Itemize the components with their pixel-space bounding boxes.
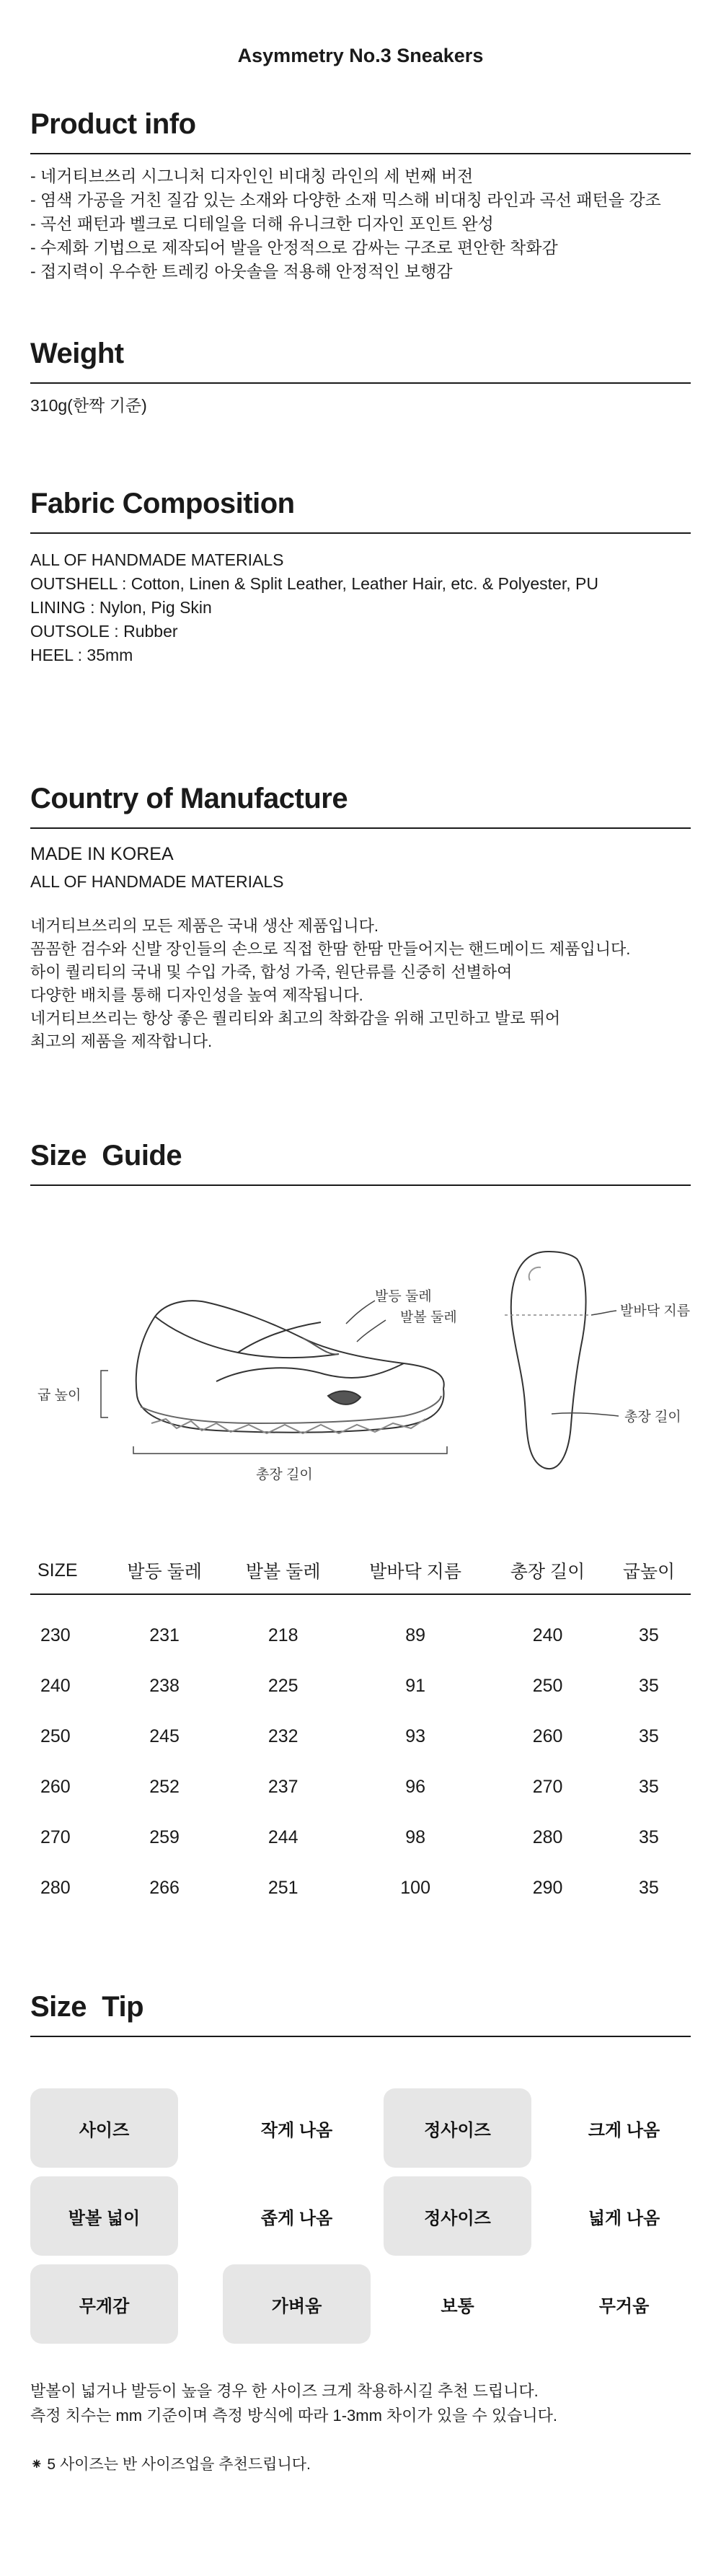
tip-row-size <box>30 2088 691 2169</box>
table-cell: 230 <box>40 1625 71 1645</box>
table-cell: 280 <box>532 1827 563 1847</box>
column-header: SIZE <box>30 1547 105 1594</box>
size-table <box>30 1547 691 1913</box>
column-header: 발볼 둘레 <box>224 1547 342 1594</box>
table-cell: 238 <box>149 1675 180 1696</box>
tip-option-large: 크게 나옴 <box>588 2120 660 2140</box>
size-tip-note: 측정 치수는 mm 기준이며 측정 방식에 따라 1-3mm 차이가 있을 수 있습니다. <box>30 2406 558 2425</box>
product-info-list <box>30 164 661 283</box>
table-cell: 270 <box>532 1776 563 1797</box>
paragraph-line: 다양한 배치를 통해 디자인성을 높여 제작됩니다. <box>30 986 363 1004</box>
product-info-line: - 곡선 패턴과 벨크로 디테일을 더해 유니크한 디자인 포인트 완성 <box>30 214 494 233</box>
table-header-row <box>30 1547 691 1594</box>
tip-row-width <box>30 2176 691 2257</box>
divider <box>30 382 691 384</box>
table-cell: 250 <box>532 1675 563 1696</box>
weight-title: Weight <box>30 338 124 369</box>
table-cell: 280 <box>40 1877 71 1898</box>
product-info-line: - 염색 가공을 거친 질감 있는 소재와 다양한 소재 믹스해 비대칭 라인과 곡선 패턴을 강조 <box>30 190 661 209</box>
divider <box>30 153 691 154</box>
tip-category-width: 발볼 넓이 <box>30 2176 178 2256</box>
table-cell: 251 <box>267 1877 298 1898</box>
tip-option-light: 가벼움 <box>223 2264 371 2344</box>
tip-option-narrow: 좁게 나옴 <box>260 2208 333 2228</box>
table-cell: 259 <box>149 1827 180 1847</box>
column-header: 굽높이 <box>607 1547 691 1594</box>
size-tip-grid <box>30 2088 691 2352</box>
tip-option-true-size: 정사이즈 <box>384 2088 531 2168</box>
table-cell: 240 <box>40 1675 71 1696</box>
paragraph-line: 최고의 제품을 제작합니다. <box>30 1032 213 1050</box>
table-cell: 89 <box>405 1625 426 1645</box>
divider <box>30 532 691 534</box>
product-info-line: - 네거티브쓰리 시그니처 디자인인 비대칭 라인의 세 번째 버전 <box>30 167 474 185</box>
divider <box>30 2036 691 2037</box>
tip-row-weight <box>30 2264 691 2345</box>
page-title: Asymmetry No.3 Sneakers <box>237 45 484 66</box>
divider <box>30 827 691 829</box>
table-row <box>30 1594 691 1661</box>
fabric-line: HEEL : 35mm <box>30 646 133 664</box>
table-cell: 93 <box>405 1726 426 1746</box>
column-header: 발바닥 지름 <box>342 1547 488 1594</box>
column-header: 총장 길이 <box>488 1547 607 1594</box>
size-diagram <box>0 1230 721 1497</box>
table-cell: 260 <box>40 1776 71 1797</box>
tip-category-size: 사이즈 <box>30 2088 178 2168</box>
sole-width-label: 발바닥 지름 <box>620 1304 691 1319</box>
paragraph-line: 네거티브쓰리는 항상 좋은 퀄리티와 최고의 착화감을 위해 고민하고 발로 뛰어 <box>30 1009 561 1027</box>
shoe-sole-illustration <box>511 1252 586 1469</box>
table-cell: 270 <box>40 1827 71 1847</box>
tip-option-heavy: 무거움 <box>598 2296 650 2316</box>
table-cell: 245 <box>149 1726 180 1746</box>
size-guide-title: Size Guide <box>30 1140 182 1171</box>
instep-label: 발등 둘레 <box>375 1289 432 1304</box>
table-cell: 98 <box>405 1827 426 1847</box>
table-row <box>30 1661 691 1711</box>
fabric-title: Fabric Composition <box>30 488 295 519</box>
heel-height-label: 굽 높이 <box>37 1388 81 1403</box>
fabric-list <box>30 548 598 667</box>
fabric-line: OUTSOLE : Rubber <box>30 622 178 641</box>
table-cell: 96 <box>405 1776 426 1797</box>
tip-option-normal: 보통 <box>441 2296 474 2316</box>
product-info-line: - 수제화 기법으로 제작되어 발을 안정적으로 감싸는 구조로 편안한 착화감 <box>30 238 558 257</box>
table-cell: 232 <box>267 1726 298 1746</box>
product-info-line: - 접지력이 우수한 트레킹 아웃솔을 적용해 안정적인 보행감 <box>30 262 453 281</box>
materials-label: ALL OF HANDMADE MATERIALS <box>30 872 284 891</box>
table-cell: 252 <box>149 1776 180 1797</box>
table-row <box>30 1812 691 1863</box>
sole-length-label: 총장 길이 <box>624 1410 681 1425</box>
table-row <box>30 1863 691 1913</box>
fabric-line: LINING : Nylon, Pig Skin <box>30 598 212 617</box>
table-cell: 290 <box>532 1877 563 1898</box>
size-tip-title: Size Tip <box>30 1991 144 2023</box>
fabric-line: OUTSHELL : Cotton, Linen & Split Leather, Leather Hair, etc. & Polyester, PU <box>30 574 598 593</box>
product-info-title: Product info <box>30 108 196 140</box>
table-row <box>30 1711 691 1762</box>
table-cell: 260 <box>532 1726 563 1746</box>
paragraph-line: 하이 퀄리티의 국내 및 수입 가죽, 합성 가죽, 원단류를 신중히 선별하여 <box>30 963 513 981</box>
divider <box>30 1184 691 1186</box>
table-cell: 237 <box>267 1776 298 1797</box>
table-cell: 35 <box>639 1625 659 1645</box>
table-cell: 218 <box>267 1625 298 1645</box>
size-tip-footnote: ⁕ 5 사이즈는 반 사이즈업을 추천드립니다. <box>30 2456 311 2473</box>
table-cell: 35 <box>639 1877 659 1898</box>
table-cell: 35 <box>639 1675 659 1696</box>
table-cell: 100 <box>400 1877 430 1898</box>
table-cell: 35 <box>639 1776 659 1797</box>
table-cell: 91 <box>405 1675 426 1696</box>
table-row <box>30 1762 691 1812</box>
size-tip-note: 발볼이 넓거나 발등이 높을 경우 한 사이즈 크게 착용하시길 추천 드립니다. <box>30 2382 539 2400</box>
ball-label: 발볼 둘레 <box>400 1310 457 1325</box>
tip-option-wide: 넓게 나옴 <box>588 2208 660 2228</box>
table-cell: 244 <box>267 1827 298 1847</box>
shoe-side-illustration <box>136 1301 444 1433</box>
fabric-line: ALL OF HANDMADE MATERIALS <box>30 550 284 569</box>
table-cell: 35 <box>639 1827 659 1847</box>
table-cell: 250 <box>40 1726 71 1746</box>
table-cell: 240 <box>532 1625 563 1645</box>
column-header: 발등 둘레 <box>105 1547 224 1594</box>
length-label: 총장 길이 <box>256 1467 313 1482</box>
paragraph-line: 꼼꼼한 검수와 신발 장인들의 손으로 직접 한땀 한땀 만들어지는 핸드메이드 제품입니다. <box>30 940 631 958</box>
table-cell: 231 <box>149 1625 180 1645</box>
country-title: Country of Manufacture <box>30 783 348 814</box>
table-cell: 35 <box>639 1726 659 1746</box>
tip-option-small: 작게 나옴 <box>260 2120 333 2140</box>
table-cell: 266 <box>149 1877 180 1898</box>
weight-value: 310g(한짝 기준) <box>30 396 147 415</box>
made-in-label: MADE IN KOREA <box>30 844 174 864</box>
tip-option-true-width: 정사이즈 <box>384 2176 531 2256</box>
tip-category-weight: 무게감 <box>30 2264 178 2344</box>
table-cell: 225 <box>267 1675 298 1696</box>
paragraph-line: 네거티브쓰리의 모든 제품은 국내 생산 제품입니다. <box>30 917 379 935</box>
country-paragraph <box>30 915 630 1053</box>
